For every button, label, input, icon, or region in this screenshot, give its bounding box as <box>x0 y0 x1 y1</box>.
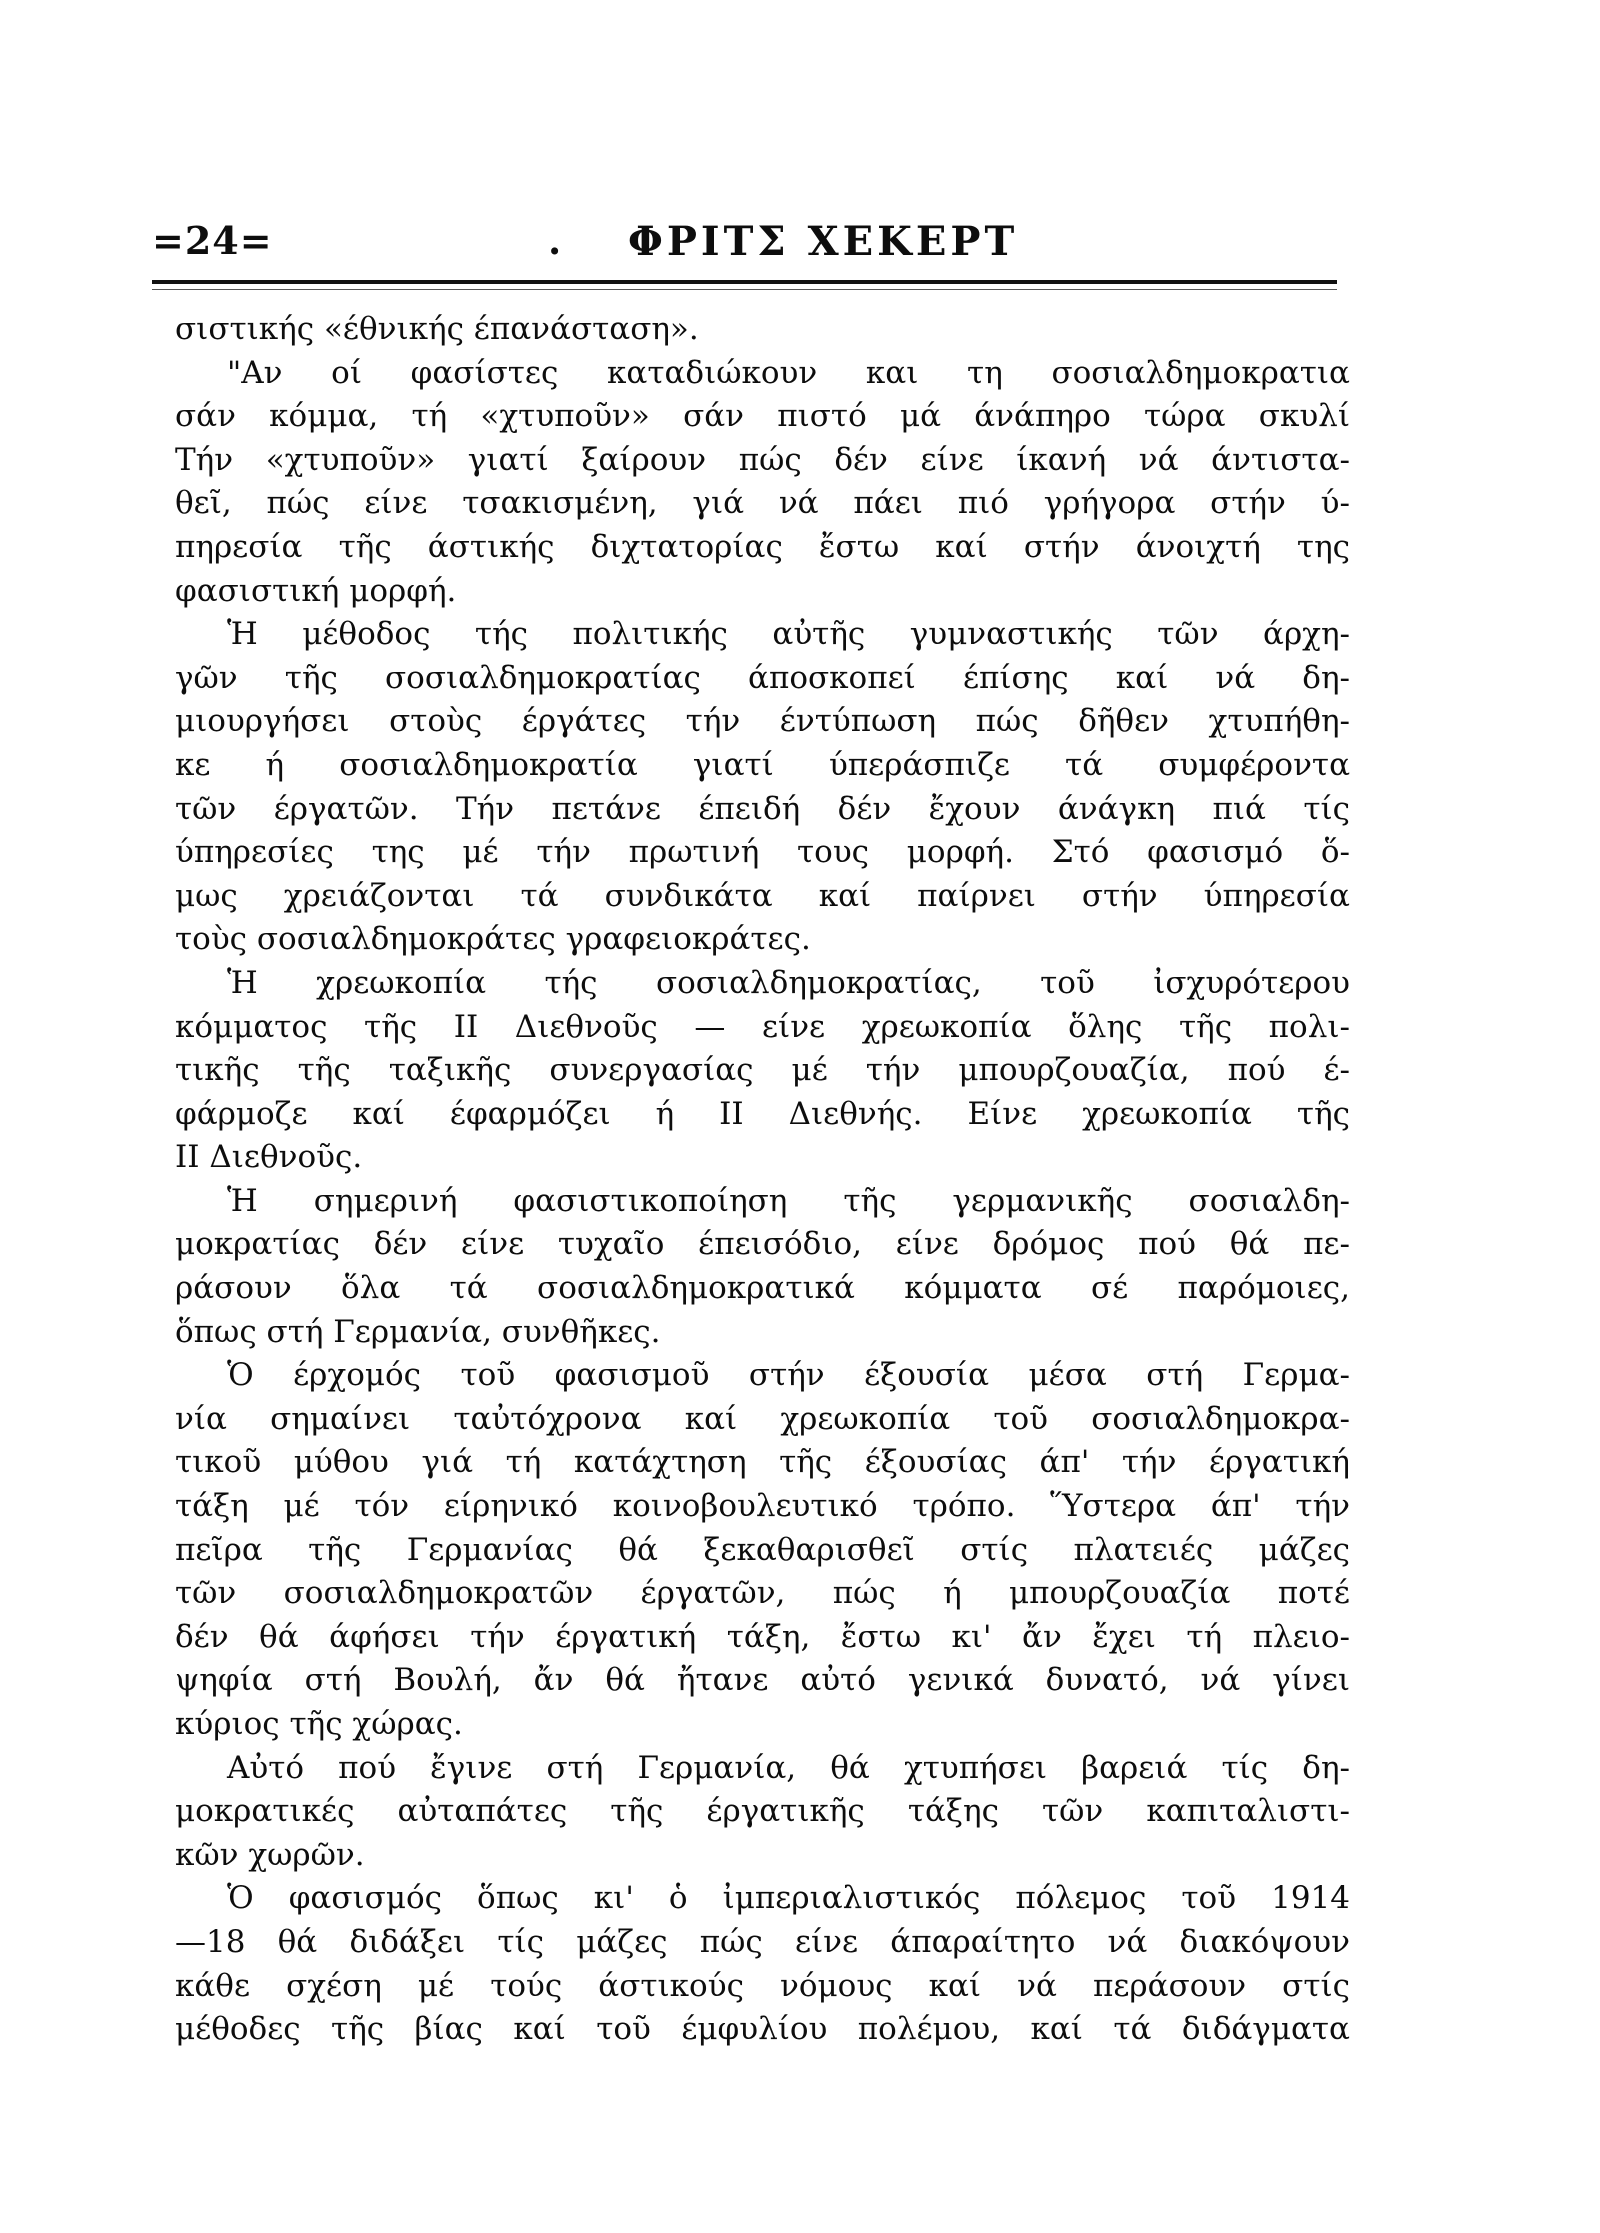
text-line: κε ή σοσιαλδημοκρατία γιατί ύπεράσπιζε τά συμφέροντα <box>175 746 1350 783</box>
text-line: μέθοδες τῆς βίας καί τοῦ έμφυλίου πολέμου, καί τά διδάγματα <box>175 2011 1350 2048</box>
text-line: τοὺς σοσιαλδημοκράτες γραφειοκράτες. <box>175 921 811 958</box>
page-header <box>0 0 1600 300</box>
text-line: γῶν τῆς σοσιαλδημοκρατίας άποσκοπεί έπίσης καί νά δη- <box>175 659 1350 696</box>
text-line: Αὐτό πού ἔγινε στή Γερμανία, θά χτυπήσει βαρειά τίς δη- <box>227 1749 1350 1786</box>
text-line: Ἡ μέθοδος τής πολιτικής αὐτῆς γυμναστικής τῶν άρχη- <box>227 616 1350 653</box>
text-line: νία σημαίνει ταὐτόχρονα καί χρεωκοπία τοῦ σοσιαλδημοκρα- <box>175 1400 1350 1437</box>
text-line: κῶν χωρῶν. <box>175 1836 365 1873</box>
text-line: πηρεσία τῆς άστικής διχτατορίας ἔστω καί στήν άνοιχτή της <box>175 528 1350 565</box>
running-title-author: ΦΡΙΤΣ ΧΕΚΕΡΤ <box>628 218 1019 265</box>
text-line: ΙΙ Διεθνοῦς. <box>175 1139 363 1176</box>
text-line: δέν θά άφήσει τήν έργατική τάξη, ἔστω κι' ἄν ἔχει τή πλειο- <box>175 1618 1350 1655</box>
text-line: τικοῦ μύθου γιά τή κατάχτηση τῆς έξουσίας άπ' τήν έργατική <box>175 1444 1350 1481</box>
text-line: Ὁ φασισμός ὅπως κι' ὁ ἰμπεριαλιστικός πόλεμος τοῦ 1914 <box>227 1880 1350 1917</box>
text-line: Ἡ σημερινή φασιστικοποίηση τῆς γερμανικῆς σοσιαλδη- <box>227 1182 1350 1219</box>
body-text <box>175 308 1350 2052</box>
text-line: φασιστική μορφή. <box>175 572 457 609</box>
text-line: τῶν σοσιαλδημοκρατῶν έργατῶν, πώς ή μπουρζουαζία ποτέ <box>175 1575 1350 1612</box>
text-line: πεῖρα τῆς Γερμανίας θά ξεκαθαρισθεῖ στίς πλατειές μάζες <box>175 1531 1350 1568</box>
text-line: Ὁ έρχομός τοῦ φασισμοῦ στήν έξουσία μέσα στή Γερμα- <box>227 1357 1350 1394</box>
text-line: τάξη μέ τόν είρηνικό κοινοβουλευτικό τρόπο. Ὕστερα άπ' τήν <box>175 1488 1350 1525</box>
text-line: θεῖ, πώς είνε τσακισμένη, γιά νά πάει πιό γρήγορα στήν ύ- <box>175 485 1350 522</box>
text-line: τῶν έργατῶν. Τήν πετάνε έπειδή δέν ἔχουν άνάγκη πιά τίς <box>175 790 1350 827</box>
header-rule-thin <box>152 289 1337 290</box>
text-line: μοκρατίας δέν είνε τυχαῖο έπεισόδιο, είνε δρόμος πού θά πε- <box>175 1226 1350 1263</box>
text-line: σάν κόμμα, τή «χτυποῦν» σάν πιστό μά άνάπηρο τώρα σκυλί <box>175 398 1350 435</box>
text-line: Τήν «χτυποῦν» γιατί ξαίρουν πώς δέν είνε ίκανή νά άντιστα- <box>175 441 1350 478</box>
text-line: φάρμοζε καί έφαρμόζει ή ΙΙ Διεθνής. Είνε χρεωκοπία τῆς <box>175 1095 1350 1132</box>
text-line: "Αν οί φασίστες καταδιώκουν και τη σοσιαλδημοκρατια <box>227 354 1350 391</box>
text-line: κύριος τῆς χώρας. <box>175 1706 463 1742</box>
text-line: ψηφία στή Βουλή, ἄν θά ἤτανε αὐτό γενικά δυνατό, νά γίνει <box>175 1662 1350 1699</box>
page-number: =24= <box>152 218 273 263</box>
text-line: Ἡ χρεωκοπία τής σοσιαλδημοκρατίας, τοῦ ἰσχυρότερου <box>227 964 1350 1001</box>
text-line: σιστικής «έθνικής έπανάσταση». <box>175 311 699 347</box>
text-line: ράσουν ὅλα τά σοσιαλδημοκρατικά κόμματα σέ παρόμοιες, <box>175 1270 1350 1307</box>
text-line: —18 θά διδάξει τίς μάζες πώς είνε άπαραίτητο νά διακόψουν <box>175 1923 1350 1960</box>
text-line: τικῆς τῆς ταξικῆς συνεργασίας μέ τήν μπουρζουαζία, πού έ- <box>175 1052 1350 1089</box>
text-line: μοκρατικές αὐταπάτες τῆς έργατικῆς τάξης τῶν καπιταλιστι- <box>175 1793 1350 1830</box>
header-rule <box>152 280 1337 284</box>
text-line: μιουργήσει στοὺς έργάτες τήν έντύπωση πώς δῆθεν χτυπήθη- <box>175 703 1350 740</box>
header-separator: . <box>548 218 562 263</box>
text-line: κάθε σχέση μέ τούς άστικούς νόμους καί νά περάσουν στίς <box>175 1967 1350 2004</box>
text-line: ὅπως στή Γερμανία, συνθῆκες. <box>175 1313 661 1350</box>
text-line: μως χρειάζονται τά συνδικάτα καί παίρνει στήν ύπηρεσία <box>175 877 1350 914</box>
text-line: κόμματος τῆς ΙΙ Διεθνοῦς — είνε χρεωκοπία ὅλης τῆς πολι- <box>175 1008 1350 1045</box>
text-line: ύπηρεσίες της μέ τήν πρωτινή τους μορφή. Στό φασισμό ὅ- <box>175 834 1350 871</box>
